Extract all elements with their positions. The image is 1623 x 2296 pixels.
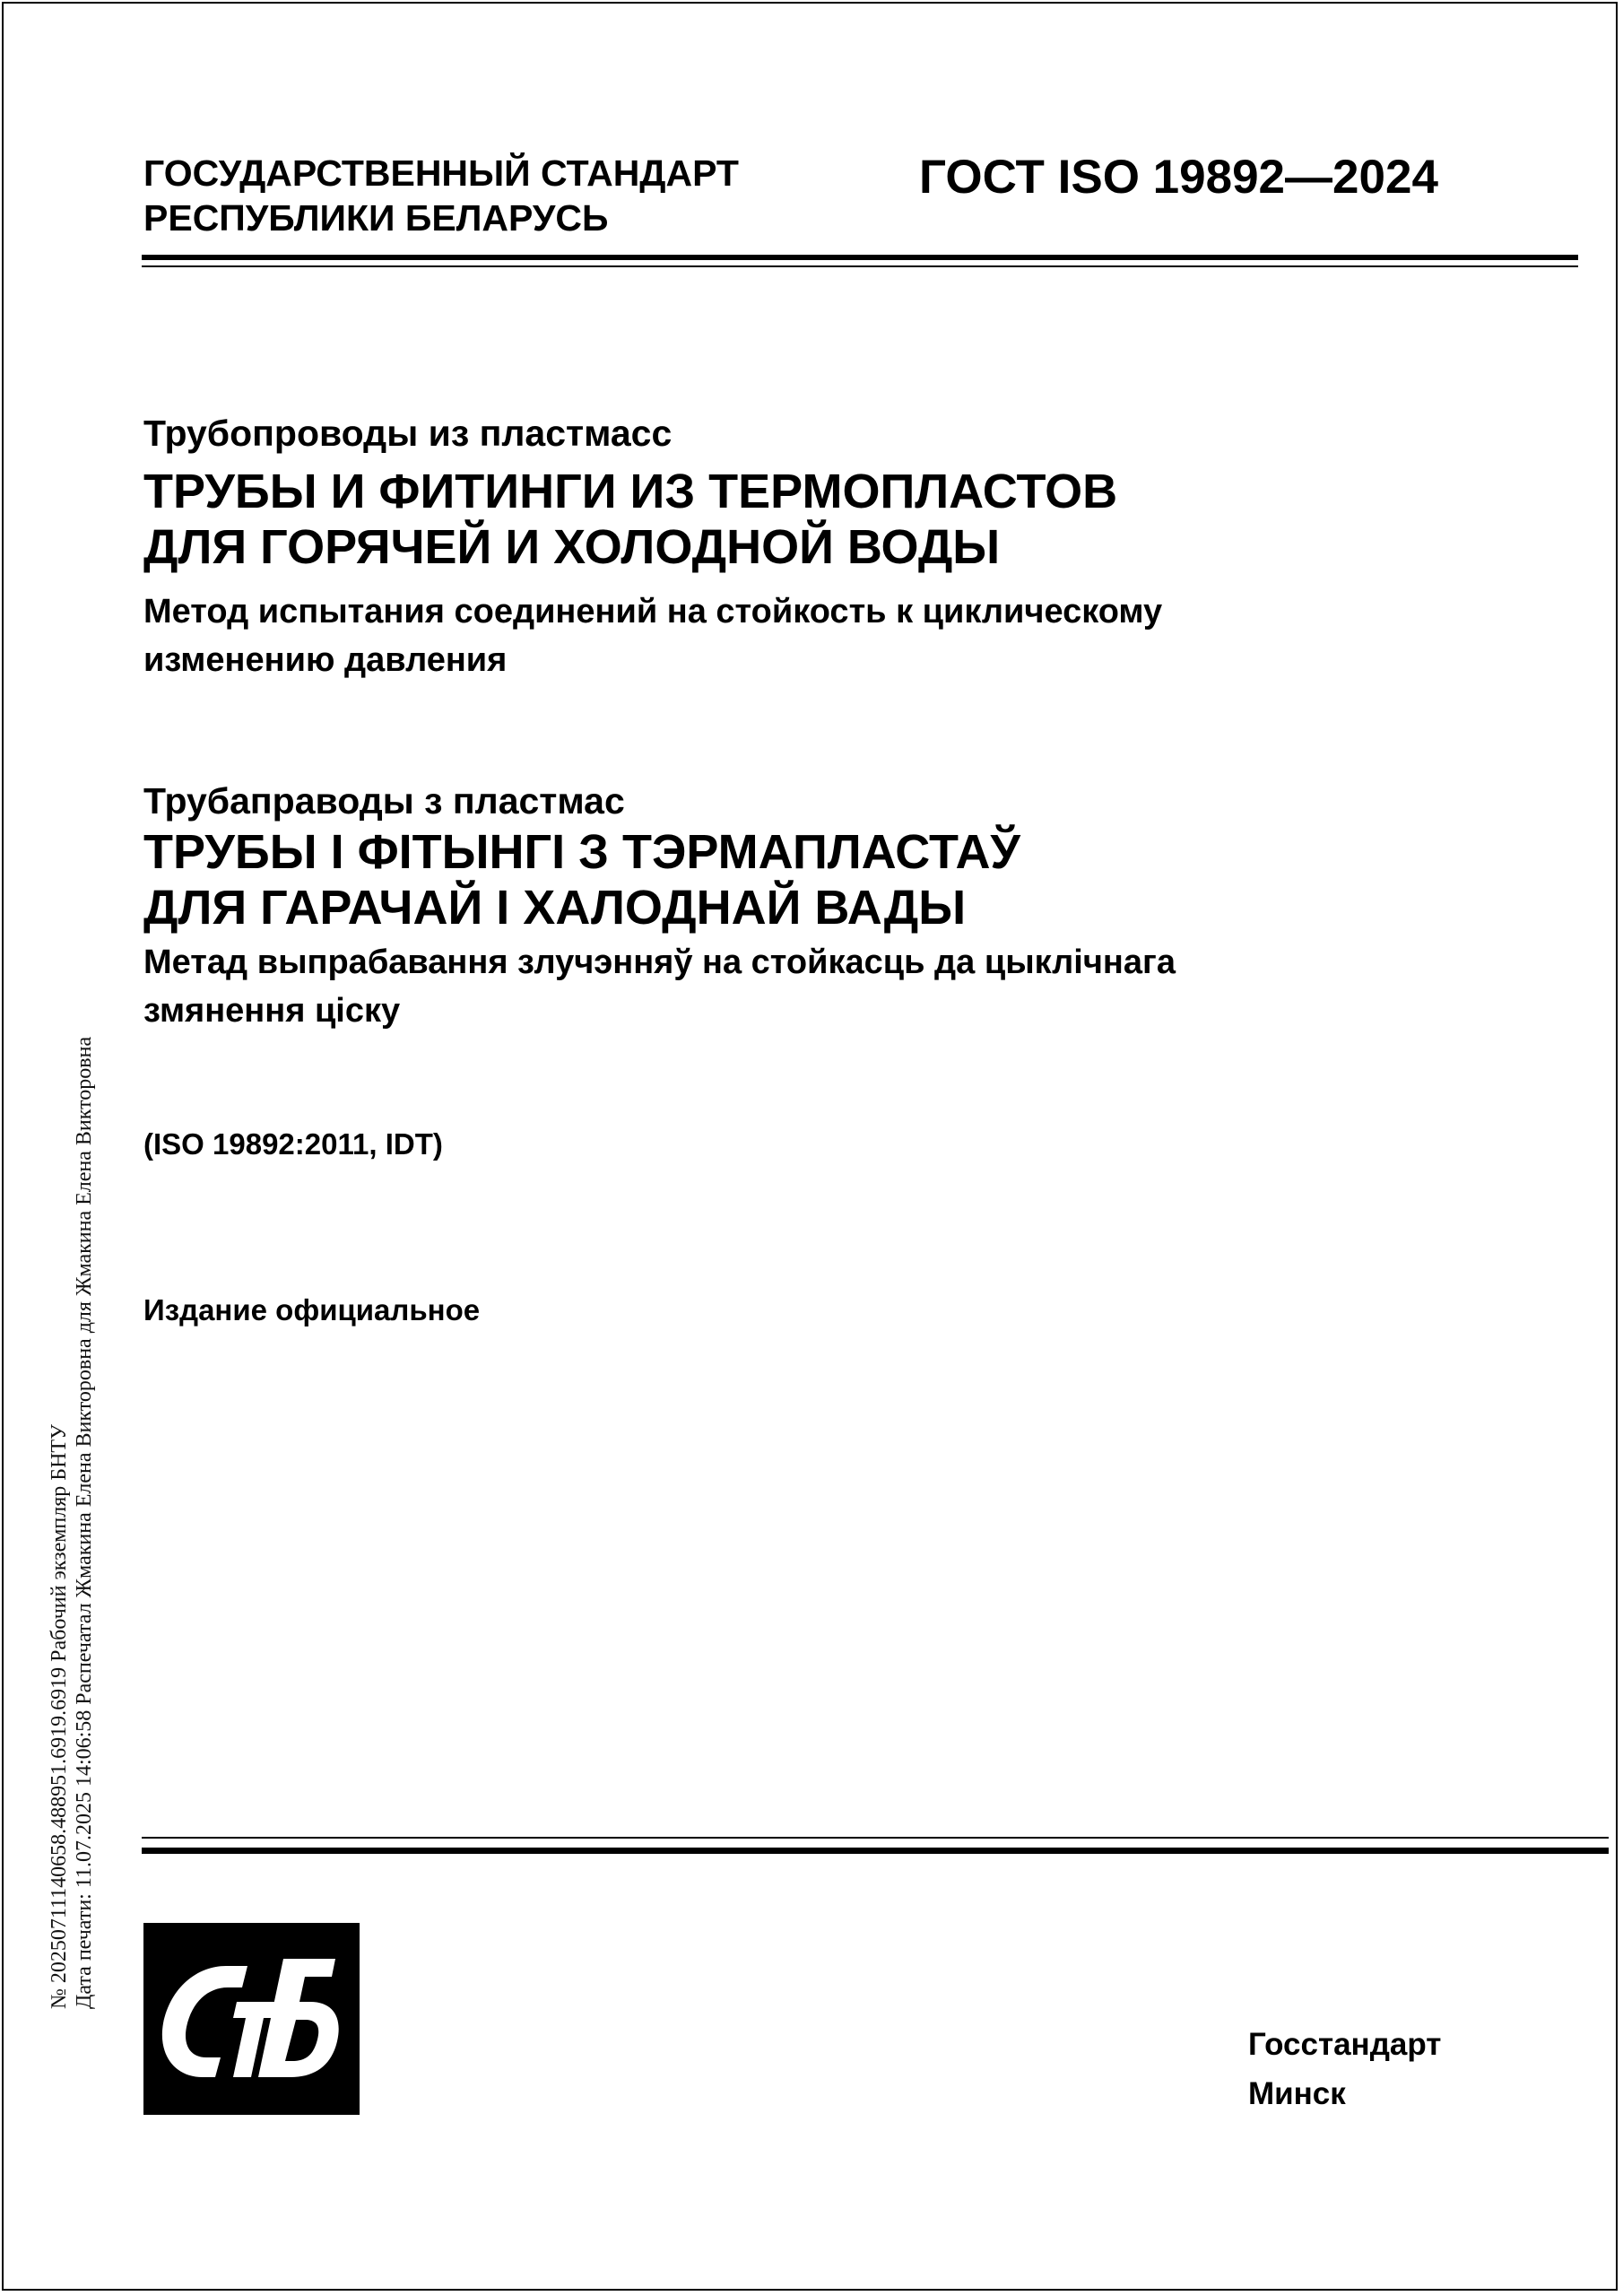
be-category: Трубаправоды з пластмас <box>143 780 625 822</box>
publisher-name: Госстандарт <box>1248 2027 1442 2062</box>
standard-number: ГОСТ ISO 19892—2024 <box>919 151 1438 204</box>
be-title-line-1: ТРУБЫ І ФІТЫНГІ З ТЭРМАПЛАСТАЎ <box>143 825 1021 879</box>
ru-title-line-1: ТРУБЫ И ФИТИНГИ ИЗ ТЕРМОПЛАСТОВ <box>143 465 1118 518</box>
footer-rule-thick <box>142 1848 1609 1854</box>
stb-logo-mark <box>143 1923 360 2115</box>
be-method-line-1: Метад выпрабавання злучэнняў на стойкасць да цыклічнага <box>143 944 1176 981</box>
be-title <box>143 824 1020 935</box>
side-stamp-line-1: № 20250711140658.488951.6919.6919 Рабочий экземпляр БНТУ <box>48 1423 71 2009</box>
be-method <box>143 938 1176 1035</box>
ru-method-line-1: Метод испытания соединений на стойкость к циклическому <box>143 593 1163 631</box>
side-stamp-line-2: Дата печати: 11.07.2025 14:06:58 Распечатал Жмакина Елена Викторовна для Жмакина Елена Викторовна <box>73 1036 96 2009</box>
publisher-city: Минск <box>1248 2076 1346 2111</box>
header-rule-thick <box>142 255 1578 260</box>
ru-title-line-2: ДЛЯ ГОРЯЧЕЙ И ХОЛОДНОЙ ВОДЫ <box>143 520 1001 574</box>
publisher <box>1248 2020 1441 2118</box>
side-print-stamp <box>47 1037 97 2009</box>
ru-title <box>143 464 1117 575</box>
ru-method <box>143 587 1162 684</box>
iso-reference: (ISO 19892:2011, IDT) <box>143 1127 443 1161</box>
edition-label: Издание официальное <box>143 1293 481 1326</box>
be-title-line-2: ДЛЯ ГАРАЧАЙ І ХАЛОДНАЙ ВАДЫ <box>143 881 967 935</box>
header-issuer <box>143 151 739 240</box>
ru-method-line-2: изменению давления <box>143 641 508 679</box>
be-method-line-2: змянення ціску <box>143 992 401 1030</box>
footer-rule-thin <box>142 1837 1609 1839</box>
header-rule-thin <box>142 265 1578 267</box>
stb-logo <box>143 1923 360 2115</box>
issuer-line-1: ГОСУДАРСТВЕННЫЙ СТАНДАРТ <box>143 152 739 194</box>
ru-category: Трубопроводы из пластмасс <box>143 413 673 454</box>
issuer-line-2: РЕСПУБЛИКИ БЕЛАРУСЬ <box>143 197 609 239</box>
